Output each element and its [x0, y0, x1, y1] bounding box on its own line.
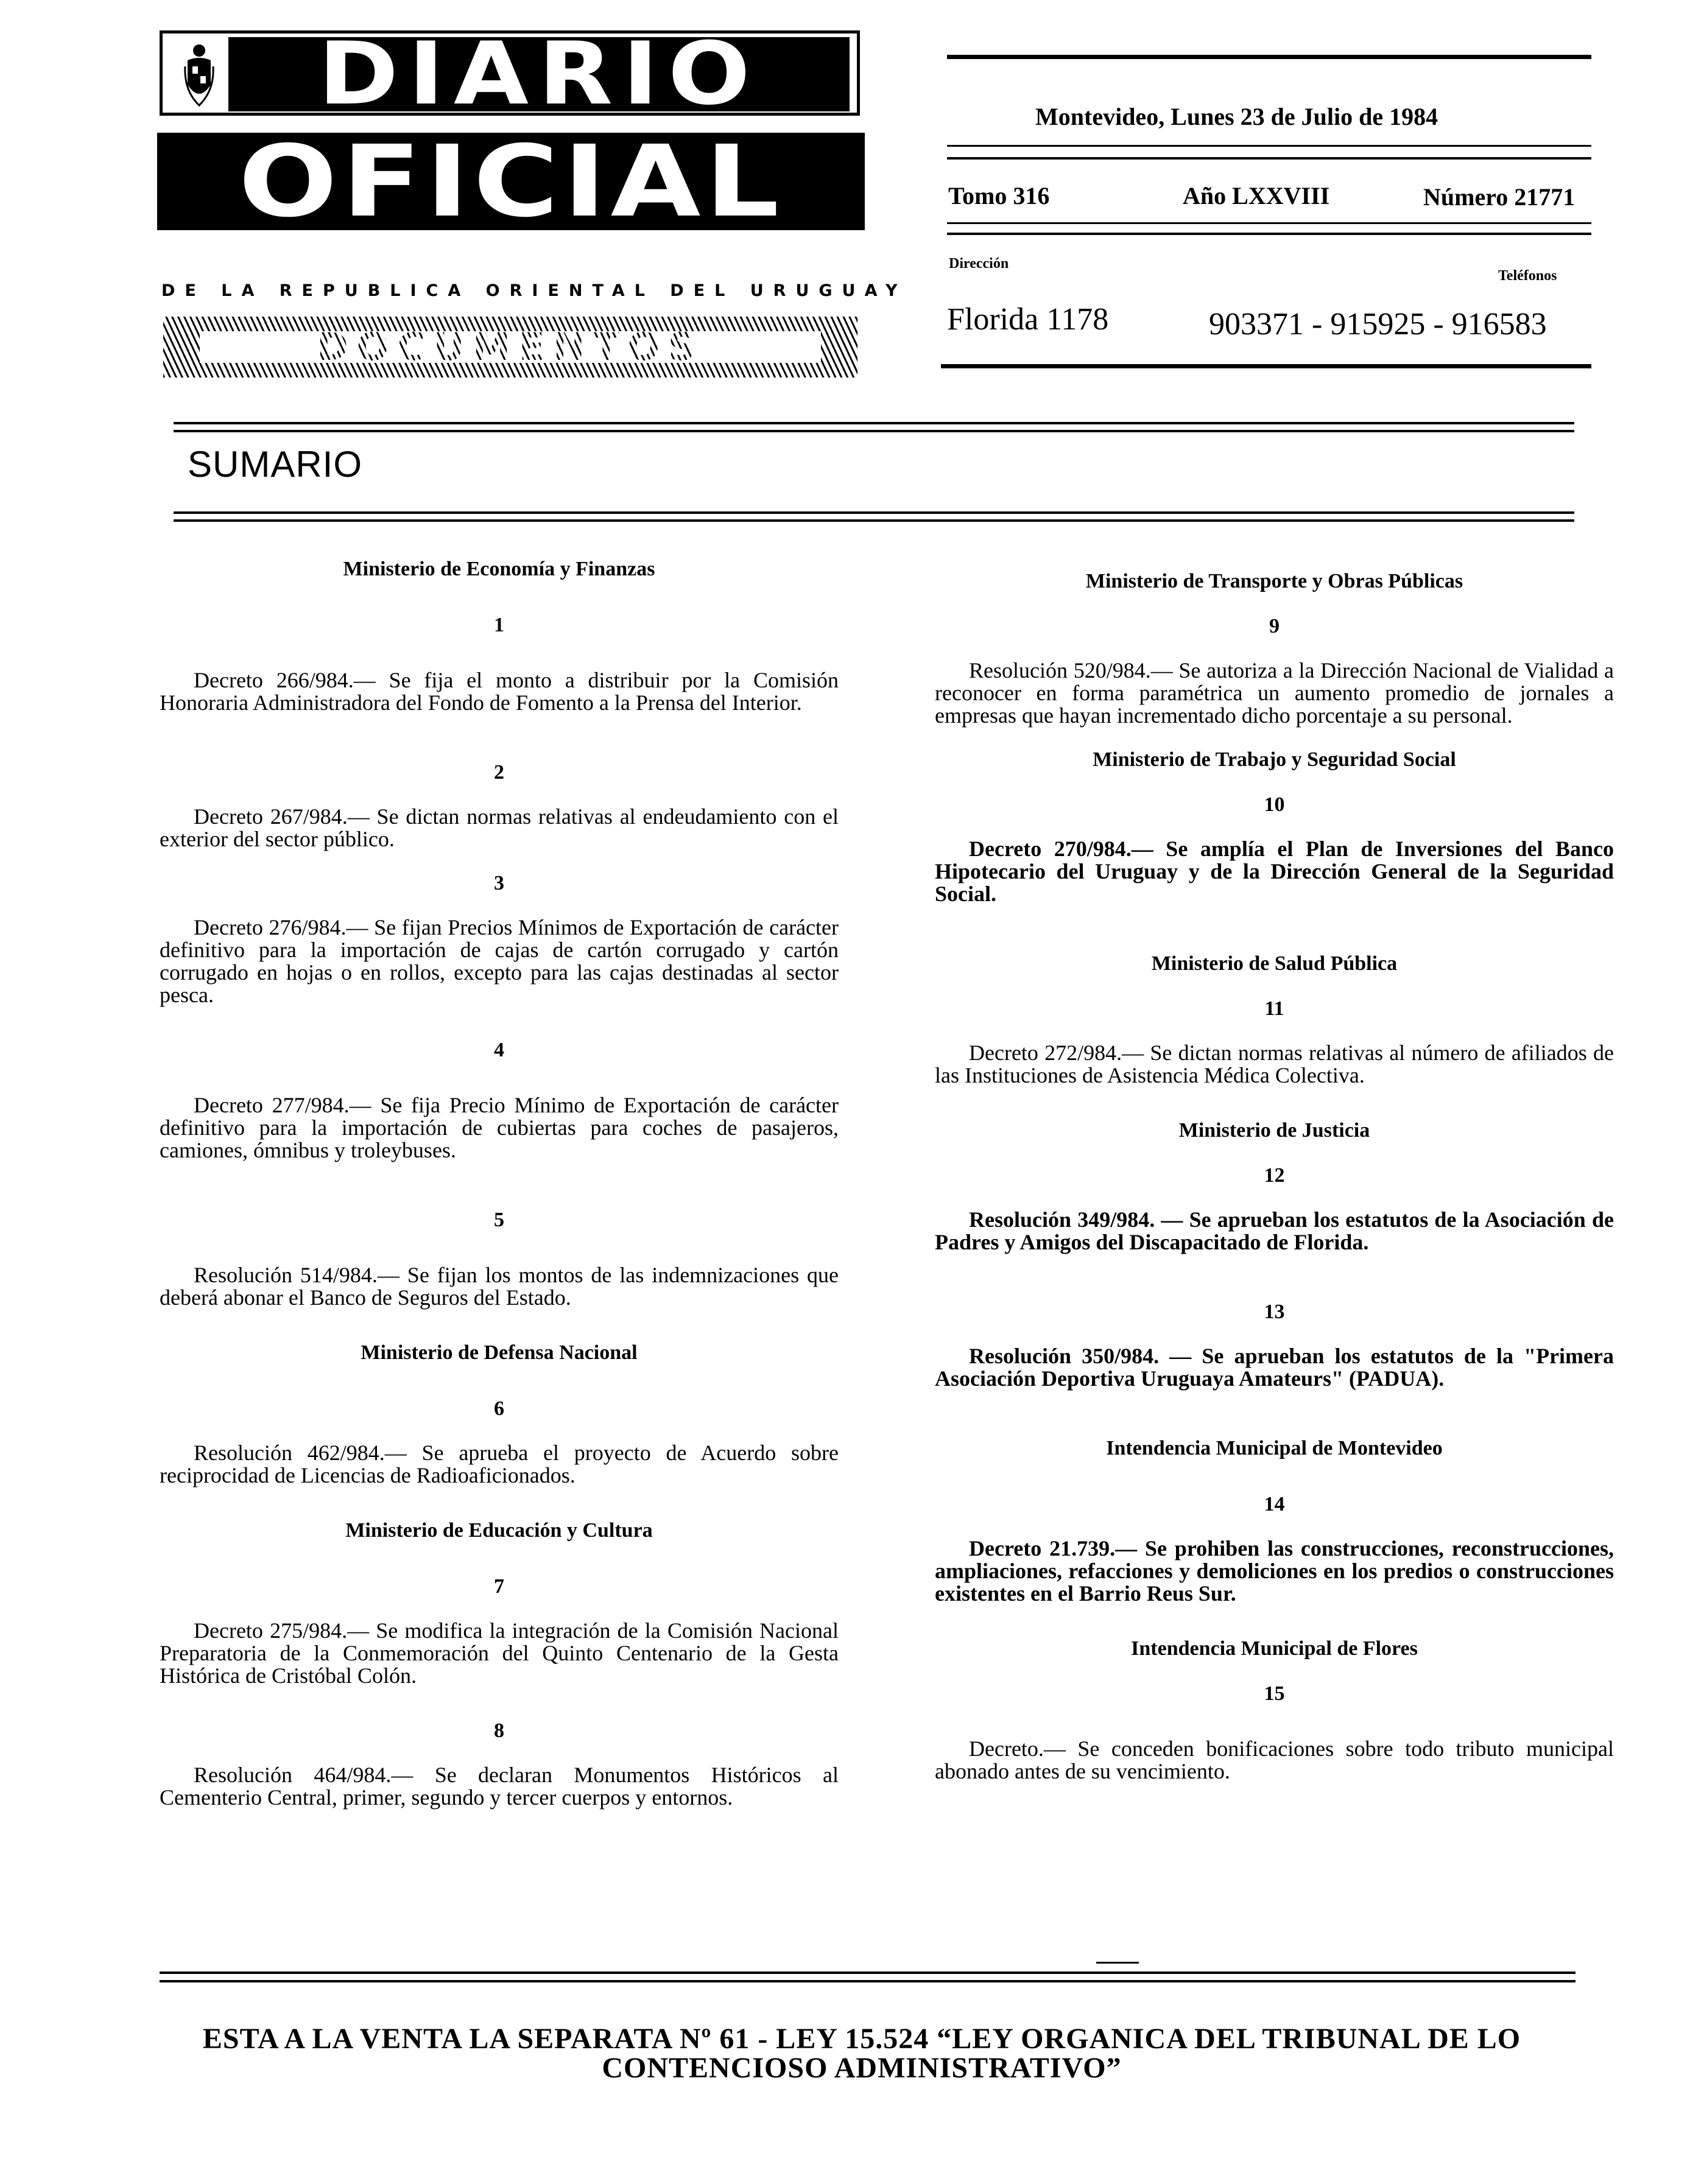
ministry-heading: Ministerio de Educación y Cultura [345, 1519, 653, 1542]
item-number: 2 [494, 761, 504, 784]
title-diario-block [228, 24, 850, 124]
item-number: 5 [494, 1209, 504, 1231]
ministry-heading: Ministerio de Justicia [1178, 1119, 1370, 1142]
title-oficial: OFICIAL [238, 125, 784, 239]
address-label: Dirección [949, 256, 1009, 272]
summary-entry: Resolución 462/984.— Se aprueba el proyecto de Acuerdo sobre reciprocidad de Licencias de Radioaficionados. [160, 1441, 839, 1487]
rule [947, 233, 1591, 235]
summary-entry: Decreto 21.739.— Se prohiben las construcciones, reconstrucciones, ampliaciones, refacciones y demoliciones en los predios o construcciones existentes en el Barrio Reus Sur. [935, 1536, 1614, 1606]
phones-label: Teléfonos [1498, 268, 1557, 284]
issue-tomo: Tomo 316 [948, 182, 1050, 209]
issue-number: Número 21771 [1423, 183, 1575, 211]
issue-date: Montevideo, Lunes 23 de Julio de 1984 [1035, 103, 1438, 130]
ministry-heading: Intendencia Municipal de Montevideo [1106, 1437, 1443, 1459]
summary-entry: Decreto 277/984.— Se fija Precio Mínimo de Exportación de carácter definitivo para la importación de cubiertas para coches de pasajeros, camiones, ómnibus y troleybuses. [160, 1093, 839, 1162]
item-number: 9 [1269, 615, 1280, 637]
title-diario: DIARIO [318, 24, 760, 124]
sumario-right-column [935, 569, 1614, 1783]
summary-entry: Resolución 520/984.— Se autoriza a la Dirección Nacional de Vialidad a reconocer en forma paramétrica un aumento promedio de jornales a empresas que hayan incrementado dicho porcentaje a su personal. [935, 658, 1614, 728]
footer-notice: ESTA A LA VENTA LA SEPARATA Nº 61 - LEY 15.524 “LEY ORGANICA DEL TRIBUNAL DE LO CONTENCIOSO ADMINISTRATIVO” [202, 2023, 1521, 2084]
item-number: 4 [494, 1039, 504, 1061]
summary-entry: Decreto 267/984.— Se dictan normas relativas al endeudamiento con el exterior del sector público. [160, 804, 839, 851]
section-title-sumario: SUMARIO [188, 444, 363, 485]
item-number: 15 [1264, 1682, 1285, 1705]
title-oficial-block [157, 125, 865, 239]
summary-entry: Decreto 276/984.— Se fijan Precios Mínimos de Exportación de carácter definitivo para la importación de cajas de cartón corrugado y cartón corrugado en hojas o en rollos, excepto para las cajas destinadas al sector pesca. [160, 915, 839, 1007]
item-number: 7 [494, 1575, 504, 1598]
ministry-heading: Ministerio de Salud Pública [1151, 952, 1398, 975]
item-number: 1 [494, 614, 504, 636]
phone-numbers: 903371 - 915925 - 916583 [1209, 307, 1547, 342]
rule [174, 519, 1574, 522]
rule [160, 1972, 1575, 1974]
item-number: 13 [1264, 1301, 1285, 1323]
ministry-heading: Intendencia Municipal de Flores [1131, 1637, 1418, 1660]
section-banner-text: DOCUMENTOS [200, 325, 821, 369]
masthead-subtitle: DE LA REPUBLICA ORIENTAL DEL URUGUAY [161, 281, 907, 300]
end-rule [1096, 1962, 1139, 1964]
item-number: 12 [1264, 1164, 1285, 1187]
item-number: 8 [494, 1719, 504, 1742]
section-banner [163, 317, 857, 377]
address: Florida 1178 [947, 302, 1109, 337]
ministry-heading: Ministerio de Trabajo y Seguridad Social [1093, 748, 1456, 771]
summary-entry: Decreto 270/984.— Se amplía el Plan de Inversiones del Banco Hipotecario del Uruguay y de la Dirección General de la Seguridad Social. [935, 837, 1614, 906]
summary-entry: Resolución 349/984. — Se aprueban los estatutos de la Asociación de Padres y Amigos del Discapacitado de Florida. [935, 1207, 1614, 1254]
item-number: 3 [494, 872, 504, 894]
summary-entry: Decreto.— Se conceden bonificaciones sobre todo tributo municipal abonado antes de su vencimiento. [935, 1736, 1614, 1783]
item-number: 11 [1264, 997, 1284, 1020]
rule [160, 1980, 1575, 1982]
rule [947, 222, 1591, 224]
summary-entry: Decreto 275/984.— Se modifica la integración de la Comisión Nacional Preparatoria de la Conmemoración del Quinto Centenario de la Gesta Histórica de Cristóbal Colón. [160, 1618, 839, 1688]
summary-entry: Decreto 266/984.— Se fija el monto a distribuir por la Comisión Honoraria Administradora del Fondo de Fomento a la Prensa del Interior. [160, 668, 839, 715]
rule [174, 430, 1574, 432]
summary-entry: Resolución 350/984. — Se aprueban los estatutos de la "Primera Asociación Deportiva Uruguaya Amateurs" (PADUA). [935, 1344, 1614, 1391]
item-number: 14 [1264, 1493, 1285, 1515]
issue-year: Año LXXVIII [1183, 182, 1330, 209]
ministry-heading: Ministerio de Transporte y Obras Públicas [1085, 570, 1463, 592]
rule [174, 422, 1574, 424]
rule [941, 364, 1591, 368]
summary-entry: Resolución 464/984.— Se declaran Monumentos Históricos al Cementerio Central, primer, segundo y tercer cuerpos y entornos. [160, 1763, 839, 1810]
summary-entry: Decreto 272/984.— Se dictan normas relativas al número de afiliados de las Instituciones de Asistencia Médica Colectiva. [935, 1041, 1614, 1087]
rule [174, 511, 1574, 514]
ministry-heading: Ministerio de Defensa Nacional [361, 1341, 638, 1364]
sumario-left-column [160, 557, 839, 1809]
rule [947, 157, 1591, 160]
section-banner-inner [200, 325, 821, 369]
item-number: 10 [1264, 793, 1285, 816]
rule [947, 145, 1591, 147]
item-number: 6 [494, 1397, 504, 1420]
masthead-diario-box [160, 24, 860, 124]
ministry-heading: Ministerio de Economía y Finanzas [343, 558, 655, 580]
summary-entry: Resolución 514/984.— Se fijan los montos de las indemnizaciones que deberá abonar el Banco de Seguros del Estado. [160, 1263, 839, 1310]
rule [947, 55, 1591, 59]
